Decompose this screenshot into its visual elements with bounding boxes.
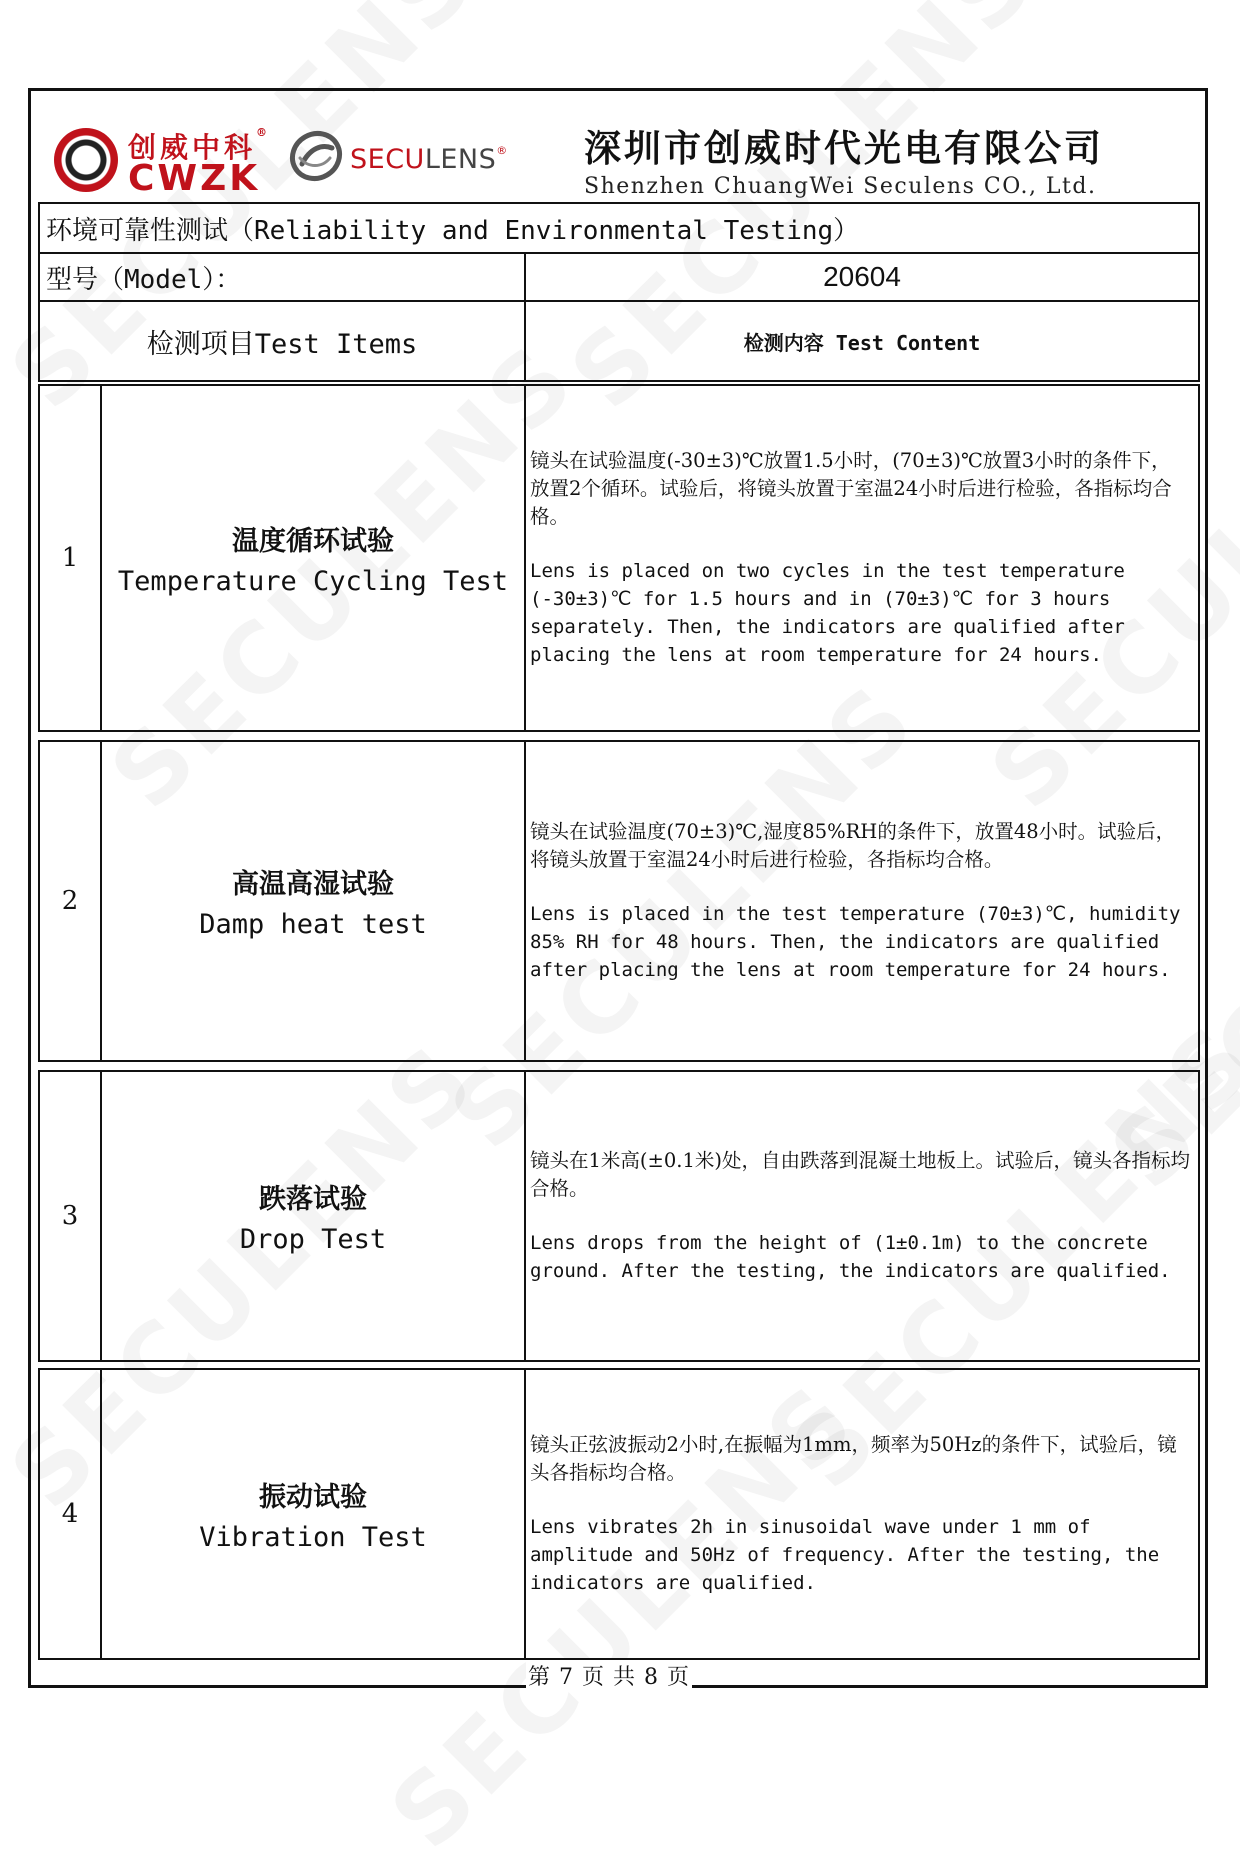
company-name (584, 118, 1104, 199)
column-header-items: 检测项目Test Items (39, 301, 525, 381)
test-description-en: Lens drops from the height of (1±0.1m) to the concrete ground. After the testing, the indicators are qualified. (530, 1232, 1171, 1282)
test-name-en: Damp heat test (199, 909, 427, 940)
column-header-content: 检测内容 Test Content (525, 301, 1199, 381)
test-name-en: Vibration Test (199, 1522, 427, 1553)
document-header-table (38, 202, 1200, 382)
test-number: 4 (39, 1369, 101, 1659)
test-description-en: Lens is placed on two cycles in the test temperature (-30±3)℃ for 1.5 hours and in (70±3)℃ for 3 hours separately. Then, the indicators are qualified after placing the lens at room temperature for 24 hours. (530, 560, 1125, 666)
test-name (101, 385, 525, 731)
test-name (101, 1071, 525, 1361)
cwzk-logo (54, 126, 276, 198)
test-description-cn: 镜头正弦波振动2小时,在振幅为1mm，频率为50Hz的条件下，试验后，镜头各指标均合格。 (530, 1433, 1177, 1484)
letterhead (40, 102, 1200, 200)
test-content (525, 1071, 1199, 1361)
test-number: 1 (39, 385, 101, 731)
cwzk-ring-icon (54, 128, 118, 192)
document-title: 环境可靠性测试（Reliability and Environmental Testing） (39, 203, 1199, 253)
test-name-cn: 高温高湿试验 (232, 869, 394, 900)
test-name (101, 1369, 525, 1659)
test-row (38, 384, 1200, 732)
test-name-en: Temperature Cycling Test (117, 566, 509, 597)
company-name-cn: 深圳市创威时代光电有限公司 (584, 126, 1104, 170)
seculens-swirl-icon (288, 128, 344, 184)
model-label: 型号（Model）： (39, 253, 525, 301)
test-name-en: Drop Test (239, 1224, 387, 1255)
test-content (525, 1369, 1199, 1659)
seculens-wordmark: SECULENS® (350, 144, 508, 175)
brand-en: CWZK (128, 158, 261, 199)
test-description-en: Lens vibrates 2h in sinusoidal wave under 1 mm of amplitude and 50Hz of frequency. After the testing, the indicators are qualified. (530, 1516, 1160, 1594)
company-name-en: Shenzhen ChuangWei Seculens CO., Ltd. (584, 174, 1097, 199)
test-number: 3 (39, 1071, 101, 1361)
seculens-logo (288, 128, 538, 188)
test-content (525, 385, 1199, 731)
test-name (101, 741, 525, 1061)
test-row (38, 740, 1200, 1062)
test-name-cn: 振动试验 (259, 1482, 367, 1513)
test-name-cn: 温度循环试验 (232, 526, 394, 557)
test-description-cn: 镜头在试验温度(-30±3)℃放置1.5小时，(70±3)℃放置3小时的条件下，放置2个循环。试验后，将镜头放置于室温24小时后进行检验，各指标均合格。 (530, 449, 1172, 528)
brand-cn: 创威中科® (128, 126, 272, 164)
model-value: 20604 (525, 253, 1199, 301)
test-description-en: Lens is placed in the test temperature (70±3)℃, humidity 85% RH for 48 hours. Then, the indicators are qualified after placing the lens at room temperature for 24 hours. (530, 903, 1181, 981)
test-content (525, 741, 1199, 1061)
test-row (38, 1368, 1200, 1660)
test-name-cn: 跌落试验 (259, 1184, 367, 1215)
test-description-cn: 镜头在1米高(±0.1米)处，自由跌落到混凝土地板上。试验后，镜头各指标均合格。 (530, 1149, 1190, 1200)
page-number: 第 7 页 共 8 页 (526, 1660, 692, 1691)
test-row (38, 1070, 1200, 1362)
test-number: 2 (39, 741, 101, 1061)
test-description-cn: 镜头在试验温度(70±3)℃,湿度85%RH的条件下，放置48小时。试验后，将镜头放置于室温24小时后进行检验，各指标均合格。 (530, 820, 1176, 871)
